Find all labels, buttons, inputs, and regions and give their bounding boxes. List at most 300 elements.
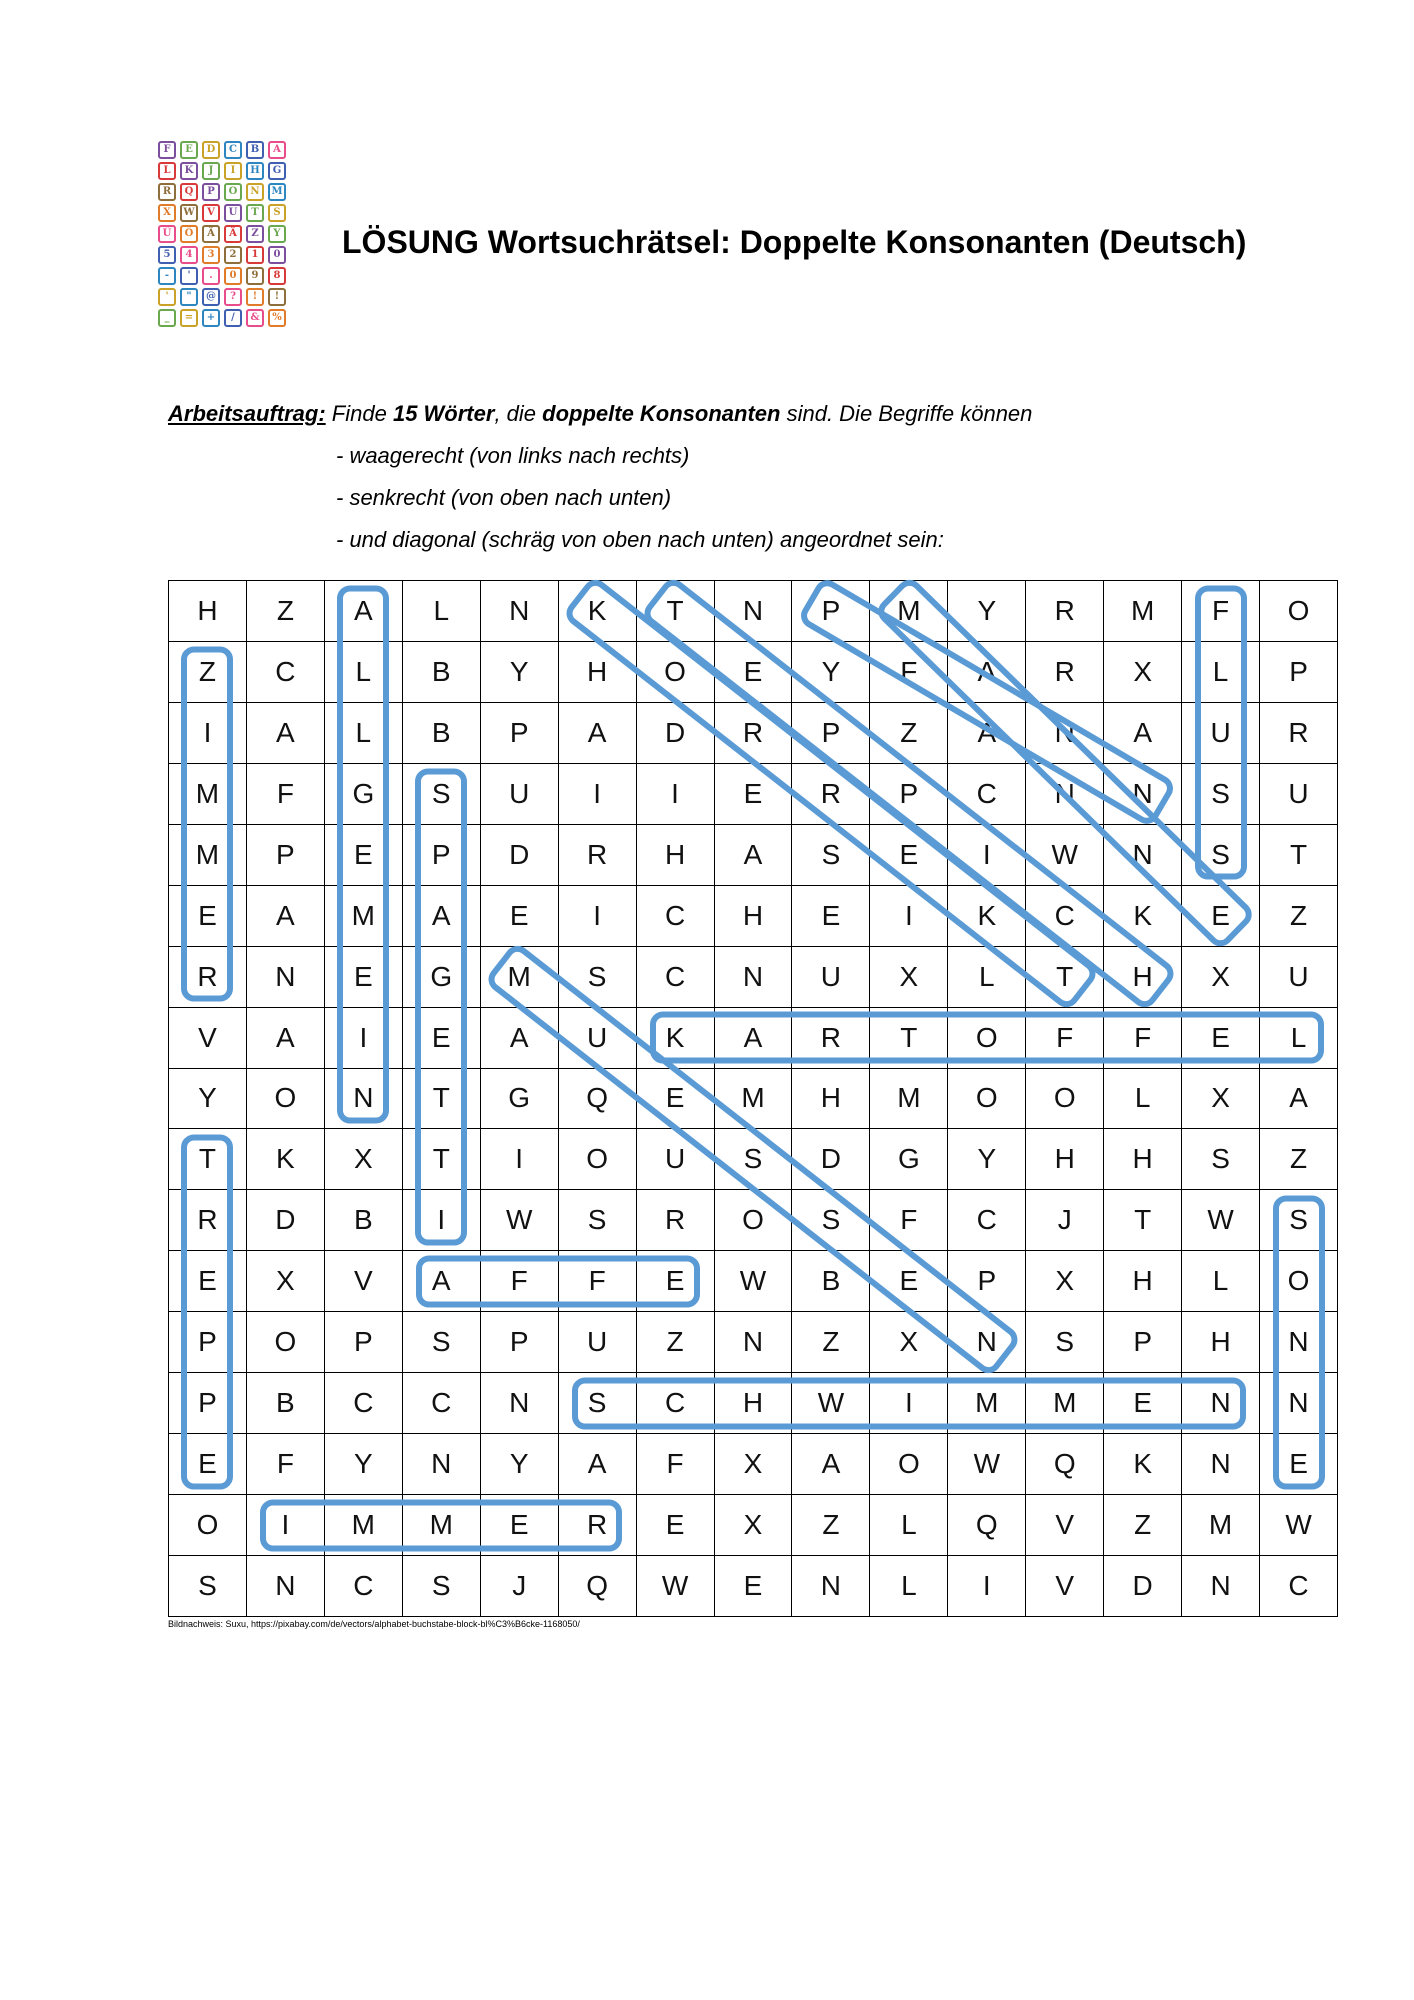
- grid-cell: A: [247, 886, 325, 947]
- grid-cell: G: [481, 1069, 559, 1130]
- grid-cell: C: [637, 947, 715, 1008]
- grid-cell: P: [1104, 1312, 1182, 1373]
- grid-cell: X: [1026, 1251, 1104, 1312]
- letter-block-icon: @: [202, 288, 220, 306]
- grid-cell: Y: [481, 642, 559, 703]
- grid-cell: O: [870, 1434, 948, 1495]
- grid-cell: K: [247, 1129, 325, 1190]
- grid-cell: U: [481, 764, 559, 825]
- grid-cell: A: [403, 1251, 481, 1312]
- grid-cell: V: [169, 1008, 247, 1069]
- grid-cell: J: [481, 1556, 559, 1617]
- grid-cell: L: [1182, 1251, 1260, 1312]
- grid-cell: E: [715, 764, 793, 825]
- grid-cell: S: [559, 1373, 637, 1434]
- grid-cell: N: [247, 1556, 325, 1617]
- letter-block-icon: P: [202, 183, 220, 201]
- letter-block-icon: ?: [224, 288, 242, 306]
- grid-cell: F: [481, 1251, 559, 1312]
- grid-cell: B: [247, 1373, 325, 1434]
- letter-block-icon: J: [202, 162, 220, 180]
- grid-cell: B: [403, 703, 481, 764]
- letter-block-icon: +: [202, 309, 220, 327]
- letter-block-icon: =: [180, 309, 198, 327]
- letter-block-icon: T: [246, 204, 264, 222]
- grid-cell: D: [481, 825, 559, 886]
- grid-cell: P: [1260, 642, 1338, 703]
- grid-cell: K: [1104, 886, 1182, 947]
- grid-cell: S: [559, 1190, 637, 1251]
- grid-cell: O: [559, 1129, 637, 1190]
- letter-block-icon: 0: [268, 246, 286, 264]
- letter-block-icon: Ö: [180, 225, 198, 243]
- grid-cell: H: [559, 642, 637, 703]
- letter-block-icon: V: [202, 204, 220, 222]
- grid-cell: X: [1182, 1069, 1260, 1130]
- grid-cell: Y: [169, 1069, 247, 1130]
- grid-cell: N: [1104, 764, 1182, 825]
- grid-cell: F: [870, 642, 948, 703]
- grid-cell: M: [169, 825, 247, 886]
- grid-cell: A: [1260, 1069, 1338, 1130]
- grid-cell: I: [948, 1556, 1026, 1617]
- instructions-line-vertical: - senkrecht (von oben nach unten): [336, 485, 672, 510]
- grid-cell: H: [715, 886, 793, 947]
- grid-cell: X: [247, 1251, 325, 1312]
- grid-cell: O: [1260, 581, 1338, 642]
- grid-cell: I: [325, 1008, 403, 1069]
- grid-cell: R: [792, 764, 870, 825]
- instructions-line-diagonal: - und diagonal (schräg von oben nach unten) angeordnet sein:: [336, 527, 944, 552]
- grid-cell: O: [948, 1008, 1026, 1069]
- grid-cell: S: [1182, 1129, 1260, 1190]
- grid-cell: A: [792, 1434, 870, 1495]
- grid-cell: W: [637, 1556, 715, 1617]
- grid-cell: M: [715, 1069, 793, 1130]
- grid-cell: L: [870, 1495, 948, 1556]
- letter-block-icon: .: [202, 267, 220, 285]
- grid-cell: W: [715, 1251, 793, 1312]
- grid-cell: U: [559, 1312, 637, 1373]
- grid-cell: H: [169, 581, 247, 642]
- grid-cell: M: [1104, 581, 1182, 642]
- grid-cell: W: [792, 1373, 870, 1434]
- grid-cell: I: [637, 764, 715, 825]
- grid-cell: R: [1026, 642, 1104, 703]
- grid-cell: E: [637, 1069, 715, 1130]
- grid-cell: P: [481, 703, 559, 764]
- grid-cell: S: [1026, 1312, 1104, 1373]
- grid-cell: H: [637, 825, 715, 886]
- grid-cell: E: [715, 642, 793, 703]
- grid-cell: V: [325, 1251, 403, 1312]
- grid-cell: P: [481, 1312, 559, 1373]
- grid-cell: X: [870, 947, 948, 1008]
- grid-cell: R: [1026, 581, 1104, 642]
- grid-cell: P: [948, 1251, 1026, 1312]
- grid-cell: D: [637, 703, 715, 764]
- grid-cell: H: [1026, 1129, 1104, 1190]
- grid-cell: L: [1104, 1069, 1182, 1130]
- grid-cell: S: [559, 947, 637, 1008]
- grid-cell: F: [247, 1434, 325, 1495]
- grid-cell: X: [715, 1495, 793, 1556]
- grid-cell: F: [637, 1434, 715, 1495]
- letter-block-icon: B: [246, 141, 264, 159]
- instructions-text-1: Finde: [325, 401, 393, 426]
- grid-cell: N: [325, 1069, 403, 1130]
- grid-cell: N: [1026, 703, 1104, 764]
- grid-cell: C: [637, 1373, 715, 1434]
- grid-cell: C: [247, 642, 325, 703]
- grid-cell: A: [247, 1008, 325, 1069]
- grid-cell: A: [715, 825, 793, 886]
- grid-cell: Z: [1104, 1495, 1182, 1556]
- letter-block-icon: 3: [202, 246, 220, 264]
- grid-cell: R: [1260, 703, 1338, 764]
- grid-cell: Z: [792, 1495, 870, 1556]
- grid-cell: R: [169, 947, 247, 1008]
- grid-cell: I: [247, 1495, 325, 1556]
- grid-cell: R: [559, 825, 637, 886]
- grid-cell: W: [1182, 1190, 1260, 1251]
- grid-cell: P: [247, 825, 325, 886]
- letter-block-icon: Q: [180, 183, 198, 201]
- grid-cell: Y: [325, 1434, 403, 1495]
- letter-block-icon: S: [268, 204, 286, 222]
- grid-cell: F: [1026, 1008, 1104, 1069]
- grid-cell: W: [948, 1434, 1026, 1495]
- page-title: LÖSUNG Wortsuchrätsel: Doppelte Konsonanten (Deutsch): [342, 224, 1247, 260]
- grid-cell: Z: [1260, 1129, 1338, 1190]
- grid-cell: C: [1260, 1556, 1338, 1617]
- grid-cell: R: [715, 703, 793, 764]
- grid-cell: A: [948, 642, 1026, 703]
- grid-cell: N: [715, 581, 793, 642]
- grid-cell: D: [792, 1129, 870, 1190]
- grid-cell: O: [715, 1190, 793, 1251]
- grid-cell: L: [325, 703, 403, 764]
- grid-cell: E: [637, 1251, 715, 1312]
- letter-block-icon: 1: [246, 246, 264, 264]
- grid-cell: C: [948, 764, 1026, 825]
- letter-block-icon: H: [246, 162, 264, 180]
- grid-cell: M: [403, 1495, 481, 1556]
- grid-cell: Z: [870, 703, 948, 764]
- grid-cell: W: [481, 1190, 559, 1251]
- grid-cell: N: [792, 1556, 870, 1617]
- grid-cell: E: [637, 1495, 715, 1556]
- letter-block-icon: U: [224, 204, 242, 222]
- grid-cell: Y: [948, 581, 1026, 642]
- grid-cell: P: [169, 1312, 247, 1373]
- grid-cell: L: [870, 1556, 948, 1617]
- letter-block-icon: 5: [158, 246, 176, 264]
- grid-cell: T: [870, 1008, 948, 1069]
- grid-cell: P: [325, 1312, 403, 1373]
- grid-cell: T: [403, 1069, 481, 1130]
- image-credit: Bildnachweis: Suxu, https://pixabay.com/de/vectors/alphabet-buchstabe-block-bl%C3%B6cke-1168050/: [168, 1619, 580, 1629]
- grid-cell: O: [169, 1495, 247, 1556]
- grid-cell: E: [870, 1251, 948, 1312]
- grid-cell: V: [1026, 1556, 1104, 1617]
- grid-cell: E: [169, 886, 247, 947]
- grid-cell: E: [1260, 1434, 1338, 1495]
- grid-cell: E: [325, 825, 403, 886]
- grid-cell: M: [870, 581, 948, 642]
- grid-cell: E: [169, 1434, 247, 1495]
- grid-cell: P: [792, 703, 870, 764]
- grid-cell: T: [1104, 1190, 1182, 1251]
- letter-block-icon: Y: [268, 225, 286, 243]
- grid-cell: F: [1104, 1008, 1182, 1069]
- grid-cell: X: [325, 1129, 403, 1190]
- grid-cell: S: [1260, 1190, 1338, 1251]
- grid-cell: X: [1104, 642, 1182, 703]
- grid-cell: F: [247, 764, 325, 825]
- grid-cell: I: [559, 886, 637, 947]
- grid-cell: H: [1182, 1312, 1260, 1373]
- grid-cell: M: [325, 886, 403, 947]
- grid-cell: X: [715, 1434, 793, 1495]
- letter-block-icon: W: [180, 204, 198, 222]
- grid-cell: B: [403, 642, 481, 703]
- grid-cell: E: [481, 886, 559, 947]
- grid-cell: F: [1182, 581, 1260, 642]
- grid-cell: Y: [792, 642, 870, 703]
- grid-cell: U: [637, 1129, 715, 1190]
- grid-cell: N: [1026, 764, 1104, 825]
- grid-cell: E: [169, 1251, 247, 1312]
- grid-cell: A: [715, 1008, 793, 1069]
- letter-block-icon: X: [158, 204, 176, 222]
- grid-cell: N: [1260, 1312, 1338, 1373]
- grid-cell: G: [325, 764, 403, 825]
- grid-cell: S: [403, 1312, 481, 1373]
- letter-block-icon: M: [268, 183, 286, 201]
- letter-block-icon: K: [180, 162, 198, 180]
- grid-cell: C: [325, 1556, 403, 1617]
- grid-cell: N: [481, 1373, 559, 1434]
- grid-cell: N: [403, 1434, 481, 1495]
- grid-cell: F: [559, 1251, 637, 1312]
- grid-cell: H: [792, 1069, 870, 1130]
- grid-cell: M: [481, 947, 559, 1008]
- grid-cell: A: [559, 1434, 637, 1495]
- grid-cell: K: [1104, 1434, 1182, 1495]
- letter-block-icon: ": [180, 288, 198, 306]
- grid-cell: E: [325, 947, 403, 1008]
- grid-cell: E: [870, 825, 948, 886]
- grid-cell: P: [870, 764, 948, 825]
- letter-block-icon: 0: [224, 267, 242, 285]
- grid-cell: M: [325, 1495, 403, 1556]
- grid-cell: N: [1104, 825, 1182, 886]
- instructions-text-2: , die: [494, 401, 543, 426]
- grid-cell: S: [403, 1556, 481, 1617]
- grid-cell: Y: [948, 1129, 1026, 1190]
- grid-cell: Z: [169, 642, 247, 703]
- letter-block-icon: _: [158, 309, 176, 327]
- instructions: [168, 393, 1032, 561]
- grid-cell: E: [792, 886, 870, 947]
- grid-cell: O: [1026, 1069, 1104, 1130]
- letter-block-icon: -: [158, 267, 176, 285]
- grid-cell: H: [715, 1373, 793, 1434]
- instructions-line-horizontal: - waagerecht (von links nach rechts): [336, 443, 690, 468]
- grid-cell: M: [1182, 1495, 1260, 1556]
- grid-cell: A: [325, 581, 403, 642]
- letter-block-icon: I: [224, 162, 242, 180]
- grid-cell: B: [325, 1190, 403, 1251]
- grid-cell: X: [1182, 947, 1260, 1008]
- letter-block-icon: A: [268, 141, 286, 159]
- grid-cell: L: [403, 581, 481, 642]
- grid-cell: R: [637, 1190, 715, 1251]
- grid-cell: J: [1026, 1190, 1104, 1251]
- letter-block-icon: &: [246, 309, 264, 327]
- grid-cell: T: [1260, 825, 1338, 886]
- grid-cell: L: [325, 642, 403, 703]
- grid-cell: U: [1182, 703, 1260, 764]
- grid-cell: O: [1260, 1251, 1338, 1312]
- letter-block-icon: D: [202, 141, 220, 159]
- grid-cell: W: [1260, 1495, 1338, 1556]
- letter-block-icon: !: [268, 288, 286, 306]
- instructions-text-3: sind. Die Begriffe können: [780, 401, 1033, 426]
- letter-block-icon: Ä: [224, 225, 242, 243]
- letter-block-icon: ': [180, 267, 198, 285]
- letter-block-icon: %: [268, 309, 286, 327]
- grid-cell: L: [948, 947, 1026, 1008]
- grid-cell: C: [948, 1190, 1026, 1251]
- instructions-bold-2: doppelte Konsonanten: [542, 401, 781, 426]
- letter-block-icon: 4: [180, 246, 198, 264]
- instructions-lead: Arbeitsauftrag:: [168, 401, 326, 426]
- grid-cell: M: [870, 1069, 948, 1130]
- grid-cell: A: [1104, 703, 1182, 764]
- grid-cell: Z: [247, 581, 325, 642]
- instructions-bold-1: 15 Wörter: [392, 401, 495, 426]
- word-search-grid: [168, 580, 1338, 1617]
- grid-cell: U: [792, 947, 870, 1008]
- grid-cell: L: [1260, 1008, 1338, 1069]
- grid-cell: S: [403, 764, 481, 825]
- grid-cell: N: [1182, 1434, 1260, 1495]
- grid-cell: E: [1104, 1373, 1182, 1434]
- grid-cell: M: [1026, 1373, 1104, 1434]
- grid-cell: T: [637, 581, 715, 642]
- letter-block-icon: G: [268, 162, 286, 180]
- grid-cell: C: [325, 1373, 403, 1434]
- grid-cell: S: [792, 1190, 870, 1251]
- grid-cell: K: [559, 581, 637, 642]
- grid-cell: U: [1260, 947, 1338, 1008]
- letter-block-icon: ': [158, 288, 176, 306]
- letter-block-icon: 2: [224, 246, 242, 264]
- grid-cell: O: [948, 1069, 1026, 1130]
- letter-block-icon: F: [158, 141, 176, 159]
- grid-cell: U: [559, 1008, 637, 1069]
- grid-cell: B: [792, 1251, 870, 1312]
- grid-cell: K: [948, 886, 1026, 947]
- letter-block-icon: N: [246, 183, 264, 201]
- grid-cell: K: [637, 1008, 715, 1069]
- grid-cell: I: [481, 1129, 559, 1190]
- grid-cell: Z: [792, 1312, 870, 1373]
- letter-block-icon: 8: [268, 267, 286, 285]
- grid-cell: V: [1026, 1495, 1104, 1556]
- grid-cell: F: [870, 1190, 948, 1251]
- grid-cell: O: [247, 1069, 325, 1130]
- grid-cell: E: [403, 1008, 481, 1069]
- grid-cell: Q: [1026, 1434, 1104, 1495]
- grid-cell: X: [870, 1312, 948, 1373]
- grid-cell: Z: [1260, 886, 1338, 947]
- grid-cell: E: [715, 1556, 793, 1617]
- grid-cell: O: [247, 1312, 325, 1373]
- grid-cell: I: [948, 825, 1026, 886]
- grid-cell: P: [169, 1373, 247, 1434]
- grid-cell: M: [948, 1373, 1026, 1434]
- grid-cell: C: [403, 1373, 481, 1434]
- grid-cell: I: [870, 1373, 948, 1434]
- letter-block-icon: C: [224, 141, 242, 159]
- letter-block-icon: 9: [246, 267, 264, 285]
- grid-cell: E: [481, 1495, 559, 1556]
- grid-cell: N: [481, 581, 559, 642]
- grid-cell: N: [1260, 1373, 1338, 1434]
- grid-cell: W: [1026, 825, 1104, 886]
- grid-cell: R: [559, 1495, 637, 1556]
- grid-cell: I: [559, 764, 637, 825]
- grid-cell: E: [1182, 886, 1260, 947]
- alphabet-blocks-logo: [158, 141, 304, 333]
- grid-cell: N: [247, 947, 325, 1008]
- grid-cell: L: [1182, 642, 1260, 703]
- grid-cell: S: [1182, 825, 1260, 886]
- grid-cell: A: [247, 703, 325, 764]
- grid-cell: P: [403, 825, 481, 886]
- grid-cell: Q: [948, 1495, 1026, 1556]
- grid-cell: T: [403, 1129, 481, 1190]
- grid-cell: Q: [559, 1556, 637, 1617]
- grid-cell: A: [948, 703, 1026, 764]
- grid-cell: A: [559, 703, 637, 764]
- grid-cell: R: [792, 1008, 870, 1069]
- grid-cell: I: [870, 886, 948, 947]
- grid-cell: A: [403, 886, 481, 947]
- grid-cell: D: [1104, 1556, 1182, 1617]
- letter-block-icon: E: [180, 141, 198, 159]
- grid-cell: M: [169, 764, 247, 825]
- grid-cell: T: [1026, 947, 1104, 1008]
- grid-cell: S: [1182, 764, 1260, 825]
- grid-cell: Q: [559, 1069, 637, 1130]
- letter-block-icon: !: [246, 288, 264, 306]
- grid-cell: Y: [481, 1434, 559, 1495]
- grid-cell: I: [169, 703, 247, 764]
- letter-block-icon: Ä: [202, 225, 220, 243]
- grid-cell: N: [948, 1312, 1026, 1373]
- grid-cell: N: [715, 947, 793, 1008]
- letter-block-icon: L: [158, 162, 176, 180]
- letter-block-icon: R: [158, 183, 176, 201]
- grid-cell: A: [481, 1008, 559, 1069]
- grid-cell: R: [169, 1190, 247, 1251]
- grid-cell: H: [1104, 1251, 1182, 1312]
- grid-cell: C: [637, 886, 715, 947]
